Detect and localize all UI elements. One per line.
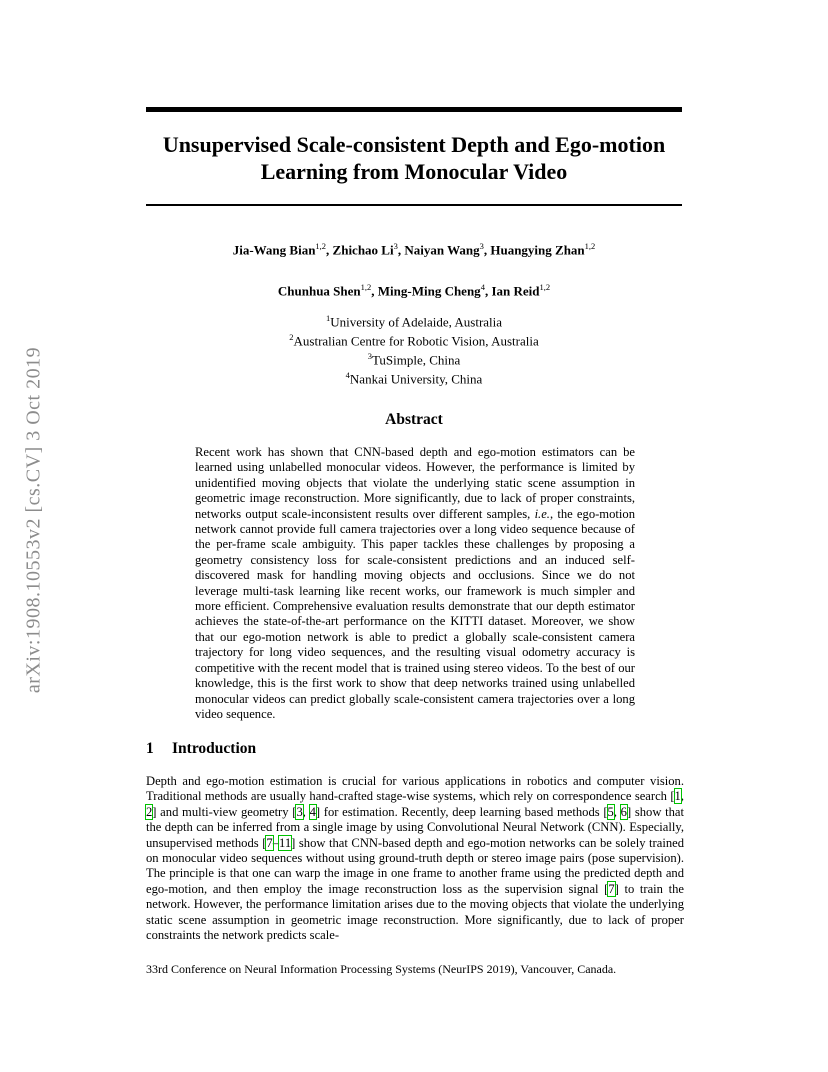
paper-title-line-1: Unsupervised Scale-consistent Depth and Ego-motion xyxy=(162,132,666,157)
affiliation-item xyxy=(140,349,688,368)
author-list-line-1: Jia-Wang Bian$^{1,2}$, Zhichao Li$^3$, Naiyan Wang$^3$, Huangying Zhan$^{1,2}$ xyxy=(232,241,596,258)
author-name: Jia-Wang Bian xyxy=(232,242,316,258)
affiliation-text: University of Adelaide, Australia xyxy=(330,314,503,330)
body-text: , xyxy=(302,804,310,819)
author-affiliation-mark: 1,2 xyxy=(315,241,327,251)
body-text: , xyxy=(613,804,621,819)
body-text: – xyxy=(272,835,279,850)
paper-title-line-2: Learning from Monocular Video xyxy=(260,159,568,184)
body-text: ] to train the network. However, the performance limitation arises due to the moving objects that violate the underlying static scene assumption in geometric image reconstruction. More significantly, due to lack of proper constraints the network predicts scale- xyxy=(146,881,684,943)
title-bottom-rule xyxy=(146,204,682,206)
citation-link[interactable]: 7 xyxy=(608,881,615,896)
abstract-body xyxy=(195,445,635,722)
affiliation-item xyxy=(140,311,688,330)
abstract-text: , the ego-motion network cannot provide full camera trajectories over a long video sequence because of the per-frame scale ambiguity. This paper tackles these challenges by proposing a geometry consistency loss for scale-consistent predictions and an induced self-discovered mask for handling moving objects and occlusions. Since we do not leverage multi-task learning like recent works, our framework is much simpler and more efficient. Comprehensive evaluation results demonstrate that our depth estimator achieves the state-of-the-art performance on the KITTI dataset. Moreover, we show that our ego-motion network is able to predict a globally scale-consistent camera trajectory for long video sequences, and the resulting visual odometry accuracy is competitive with the recent model that is trained using stereo videos. To the best of our knowledge, this is the first work to show that deep networks trained using unlabelled monocular videos can predict globally scale-consistent camera trajectories over a long video sequence. xyxy=(195,506,635,721)
citation-link[interactable]: 7 xyxy=(266,835,273,850)
abstract-text: Recent work has shown that CNN-based depth and ego-motion estimators can be learned using unlabelled monocular videos. However, the performance is limited by unidentified moving objects that violate the underlying static scene assumption in geometric image reconstruction. More significantly, due to lack of proper constraints, networks output scale-inconsistent results over different samples, xyxy=(195,445,635,521)
citation-link[interactable]: 1 xyxy=(674,789,681,804)
author-name: Huangying Zhan xyxy=(490,242,585,258)
affiliation-mark: 3 xyxy=(367,350,372,361)
body-text: , xyxy=(680,789,684,804)
author-name: Naiyan Wang xyxy=(404,242,480,258)
body-text: ] and multi-view geometry [ xyxy=(152,804,297,819)
author-name: Zhichao Li xyxy=(332,242,394,258)
title-top-rule xyxy=(146,107,682,112)
abstract-heading: Abstract xyxy=(385,411,443,428)
abstract-emphasis: i.e. xyxy=(534,506,550,521)
body-text: ] for estimation. Recently, deep learning based methods [ xyxy=(315,804,608,819)
section-heading-introduction xyxy=(146,740,256,758)
author-name: Ian Reid xyxy=(491,283,540,299)
author-affiliation-mark: 1,2 xyxy=(539,282,551,292)
affiliation-text: Nankai University, China xyxy=(349,371,483,387)
conference-footnote: 33rd Conference on Neural Information Processing Systems (NeurIPS 2019), Vancouver, Canada. xyxy=(146,962,617,976)
body-text: ] show that the depth can be inferred from a single image by using Convolutional Neural Network (CNN). Especially, unsupervised methods [ xyxy=(146,804,685,850)
author-affiliation-mark: 1,2 xyxy=(360,282,372,292)
author-list-line-2: Chunhua Shen$^{1,2}$, Ming-Ming Cheng$^4$, Ian Reid$^{1,2}$ xyxy=(277,282,551,299)
affiliation-mark: 1 xyxy=(325,313,331,323)
body-text: ] show that CNN-based depth and ego-motion networks can be solely trained on monocular video sequences without using ground-truth depth or stereo image pairs (pose supervision). The principle is that one can warp the image in one frame to another frame using the predicted depth and ego-motion, and then employ the image reconstruction loss as the supervision signal [ xyxy=(146,835,684,896)
section-title: Introduction xyxy=(172,740,257,757)
author-name: Ming-Ming Cheng xyxy=(377,283,481,299)
citation-link[interactable]: 2 xyxy=(146,804,153,819)
author-affiliation-mark: 3 xyxy=(393,241,398,251)
author-affiliation-mark: 1,2 xyxy=(584,241,596,251)
section-number: 1 xyxy=(146,740,154,757)
author-affiliation-mark: 3 xyxy=(479,241,484,251)
arxiv-identifier-stamp: arXiv:1908.10553v2 [cs.CV] 3 Oct 2019 xyxy=(22,346,45,694)
citation-link[interactable]: 11 xyxy=(279,835,292,850)
affiliation-mark: 2 xyxy=(289,331,294,342)
affiliation-list xyxy=(140,311,688,387)
paper-title xyxy=(100,131,728,185)
affiliation-item xyxy=(140,368,688,387)
citation-link[interactable]: 4 xyxy=(309,804,316,819)
introduction-body xyxy=(146,774,684,943)
affiliation-text: TuSimple, China xyxy=(371,352,461,368)
affiliation-mark: 4 xyxy=(345,369,350,380)
affiliation-text: Australian Centre for Robotic Vision, Australia xyxy=(293,333,539,349)
body-text: Depth and ego-motion estimation is crucial for various applications in robotics and computer vision. Traditional methods are usually hand-crafted stage-wise systems, which rely on correspondence search [ xyxy=(146,774,684,804)
author-name: Chunhua Shen xyxy=(277,283,361,299)
citation-link[interactable]: 3 xyxy=(296,804,303,819)
affiliation-item xyxy=(140,330,688,349)
author-affiliation-mark: 4 xyxy=(480,282,485,292)
citation-link[interactable]: 5 xyxy=(607,804,614,819)
citation-link[interactable]: 6 xyxy=(620,804,627,819)
